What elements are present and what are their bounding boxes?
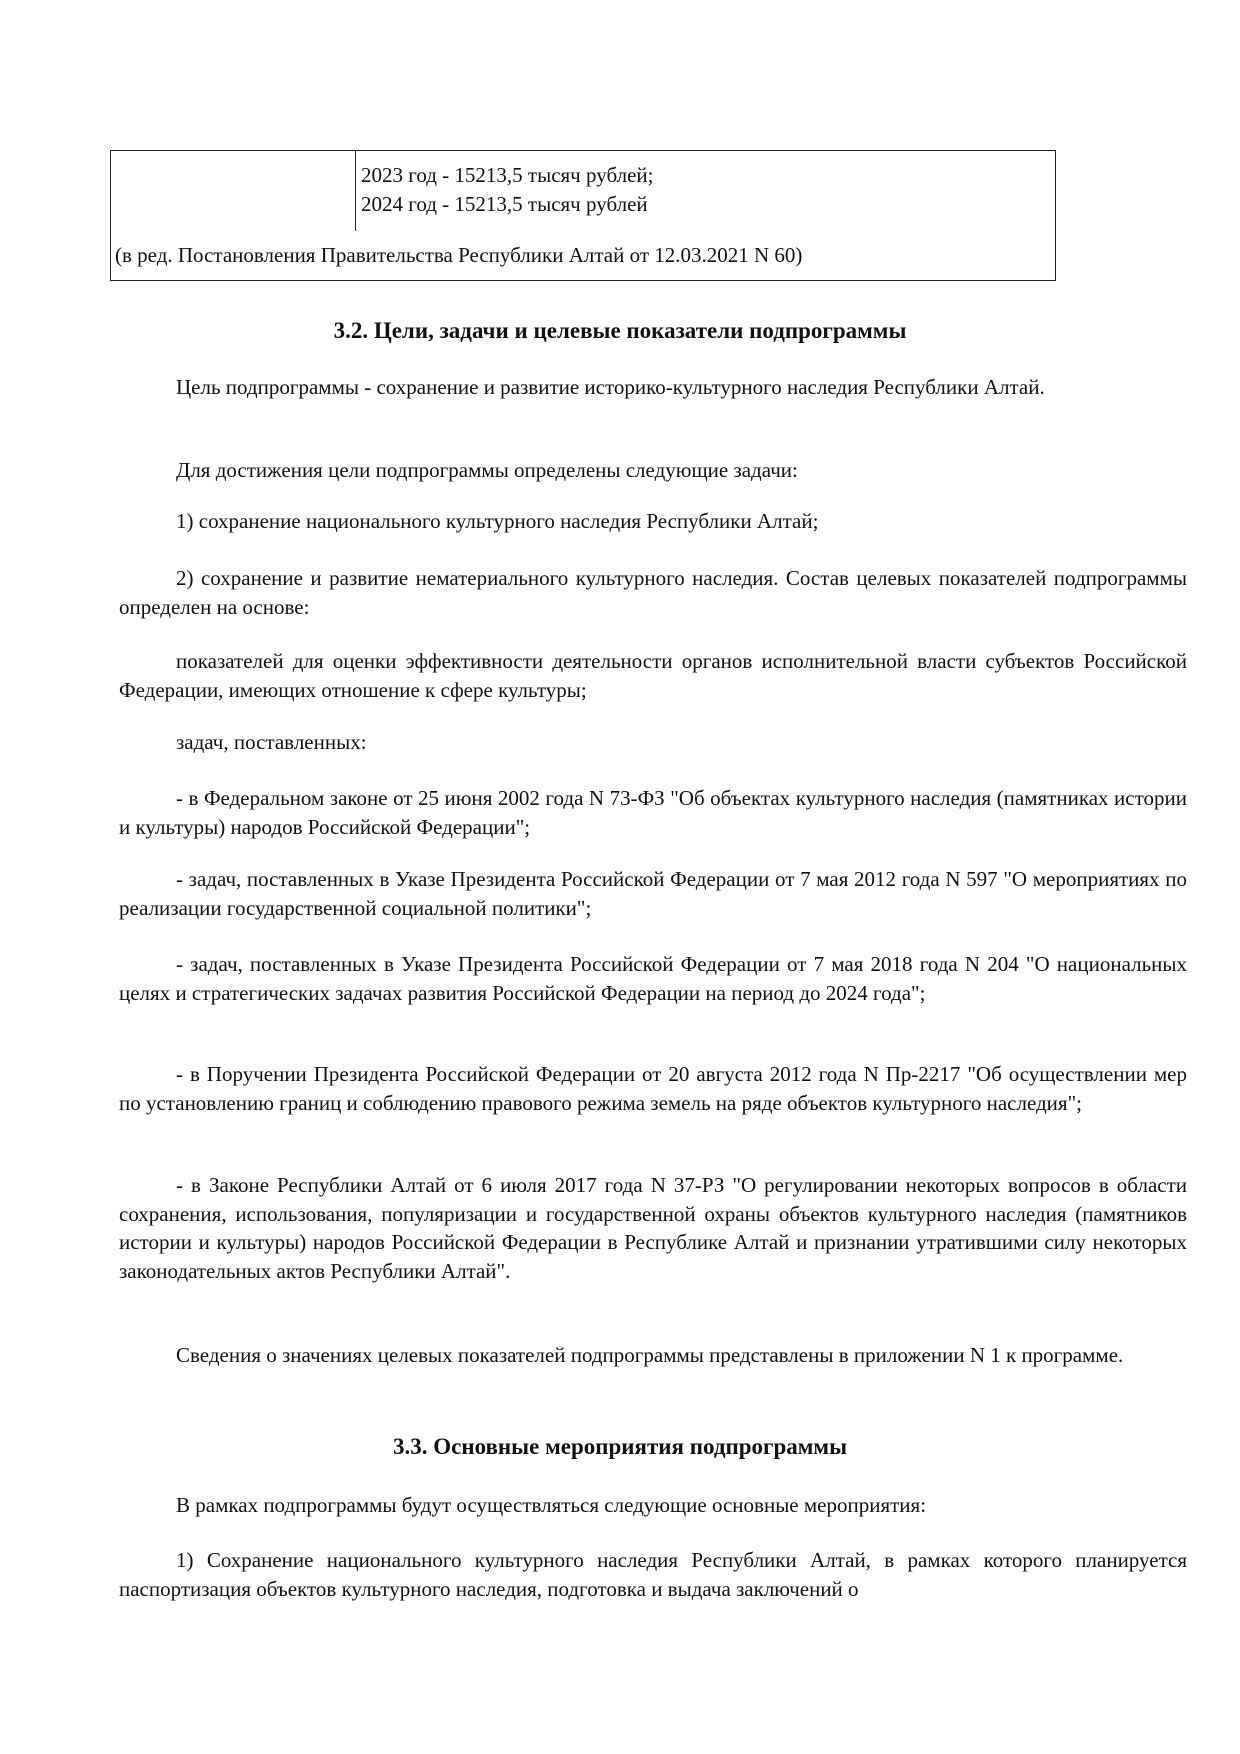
paragraph: 1) сохранение национального культурного наследия Республики Алтай; xyxy=(176,509,819,533)
table-divider xyxy=(355,151,356,231)
paragraph: В рамках подпрограммы будут осуществляться следующие основные мероприятия: xyxy=(176,1493,927,1517)
paragraph: задач, поставленных: xyxy=(176,730,367,754)
financing-table xyxy=(110,150,1056,281)
financing-line-2024: 2024 год - 15213,5 тысяч рублей xyxy=(361,192,648,216)
paragraph: - в Законе Республики Алтай от 6 июля 2017 года N 37-РЗ "О регулировании некоторых вопросов в области сохранения, использования, популяризации и государственной охраны объектов культурного наследия (памятников истории и культуры) народов Российской Федерации в Республике Алтай и признании утратившими силу некоторых законодательных актов Республики Алтай". xyxy=(119,1173,1187,1283)
paragraph: - в Поручении Президента Российской Федерации от 20 августа 2012 года N Пр-2217 "Об осуществлении мер по установлению границ и соблюдению правового режима земель на ряде объектов культурного наследия"; xyxy=(119,1062,1187,1115)
paragraph: Сведения о значениях целевых показателей подпрограммы представлены в приложении N 1 к программе. xyxy=(176,1343,1124,1367)
paragraph: показателей для оценки эффективности деятельности органов исполнительной власти субъектов Российской Федерации, имеющих отношение к сфере культуры; xyxy=(119,649,1187,702)
paragraph: - задач, поставленных в Указе Президента Российской Федерации от 7 мая 2018 года N 204 "О национальных целях и стратегических задачах развития Российской Федерации на период до 2024 года"; xyxy=(119,952,1187,1005)
paragraph: 2) сохранение и развитие нематериального культурного наследия. Состав целевых показателей подпрограммы определен на основе: xyxy=(119,566,1187,619)
paragraph: Цель подпрограммы - сохранение и развитие историко-культурного наследия Республики Алтай. xyxy=(176,375,1045,399)
paragraph: Для достижения цели подпрограммы определены следующие задачи: xyxy=(176,458,798,482)
paragraph: 1) Сохранение национального культурного наследия Республики Алтай, в рамках которого планируется паспортизация объектов культурного наследия, подготовка и выдача заключений о xyxy=(119,1548,1187,1601)
financing-line-2023: 2023 год - 15213,5 тысяч рублей; xyxy=(361,163,654,187)
paragraph: - задач, поставленных в Указе Президента Российской Федерации от 7 мая 2012 года N 597 "О мероприятиях по реализации государственной социальной политики"; xyxy=(119,867,1187,920)
financing-cell xyxy=(361,161,653,219)
section-3-2-heading: 3.2. Цели, задачи и целевые показатели подпрограммы xyxy=(333,318,907,343)
section-3-3-heading: 3.3. Основные мероприятия подпрограммы xyxy=(392,1434,848,1459)
amendment-note: (в ред. Постановления Правительства Республики Алтай от 12.03.2021 N 60) xyxy=(115,243,803,267)
paragraph: - в Федеральном законе от 25 июня 2002 года N 73-ФЗ "Об объектах культурного наследия (памятниках истории и культуры) народов Российской Федерации"; xyxy=(119,786,1187,839)
